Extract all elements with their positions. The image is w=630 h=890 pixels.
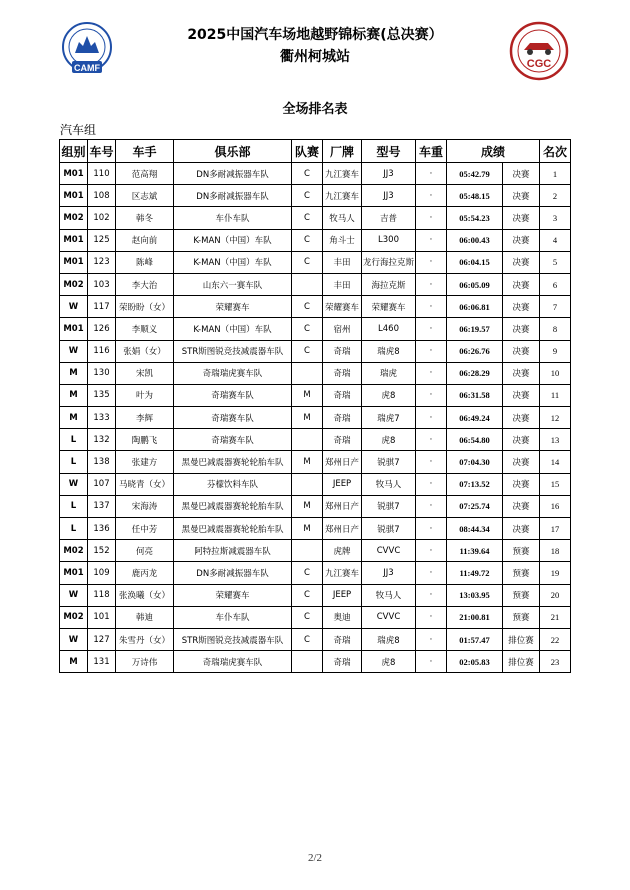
cell-weight: · — [416, 229, 447, 251]
cell-team: C — [292, 628, 323, 650]
cell-weight: · — [416, 606, 447, 628]
cell-weight: · — [416, 273, 447, 295]
cell-model: JJ3 — [362, 185, 416, 207]
cell-number: 130 — [88, 362, 116, 384]
cell-number: 118 — [88, 584, 116, 606]
cell-group: W — [60, 296, 88, 318]
cell-model: 虎8 — [362, 651, 416, 673]
cell-number: 117 — [88, 296, 116, 318]
svg-text:CAMF: CAMF — [74, 63, 100, 73]
cell-time: 06:54.80 — [447, 429, 503, 451]
table-row — [60, 362, 571, 384]
cell-club: 奇瑞赛车队 — [174, 407, 292, 429]
cell-weight: · — [416, 651, 447, 673]
cell-brand: 奇瑞 — [323, 340, 362, 362]
cell-driver: 鹿丙龙 — [116, 562, 174, 584]
cell-stage: 决赛 — [503, 273, 540, 295]
cell-brand: 荣耀赛车 — [323, 296, 362, 318]
event-venue: 衢州柯城站 — [280, 49, 350, 65]
cell-brand: JEEP — [323, 584, 362, 606]
col-club: 俱乐部 — [174, 140, 292, 163]
table-row — [60, 495, 571, 517]
cell-model: 吉普 — [362, 207, 416, 229]
cell-stage: 预赛 — [503, 540, 540, 562]
cell-stage: 排位赛 — [503, 628, 540, 650]
cell-group: M02 — [60, 273, 88, 295]
cell-brand: 奇瑞 — [323, 651, 362, 673]
cell-team: M — [292, 407, 323, 429]
table-row — [60, 163, 571, 185]
cell-brand: 奥迪 — [323, 606, 362, 628]
cell-driver: 陈峰 — [116, 251, 174, 273]
cell-model: 虎8 — [362, 384, 416, 406]
svg-text:CGC: CGC — [526, 58, 552, 70]
cell-number: 132 — [88, 429, 116, 451]
cell-team: C — [292, 251, 323, 273]
cell-rank: 3 — [540, 207, 571, 229]
cell-weight: · — [416, 518, 447, 540]
cell-model: 虎8 — [362, 429, 416, 451]
table-row — [60, 384, 571, 406]
cell-weight: · — [416, 451, 447, 473]
cell-rank: 4 — [540, 229, 571, 251]
cell-number: 101 — [88, 606, 116, 628]
col-team: 队赛 — [292, 140, 323, 163]
cell-number: 123 — [88, 251, 116, 273]
cell-rank: 12 — [540, 407, 571, 429]
cell-stage: 决赛 — [503, 407, 540, 429]
cell-stage: 决赛 — [503, 362, 540, 384]
cell-team: C — [292, 340, 323, 362]
cell-model: 牧马人 — [362, 584, 416, 606]
cell-club: 阿特拉斯减震器车队 — [174, 540, 292, 562]
cell-driver: 陶鹏飞 — [116, 429, 174, 451]
cell-group: L — [60, 518, 88, 540]
table-row — [60, 562, 571, 584]
cell-group: M01 — [60, 229, 88, 251]
cell-club: K-MAN（中国）车队 — [174, 251, 292, 273]
cell-driver: 任中芳 — [116, 518, 174, 540]
cell-team: C — [292, 229, 323, 251]
cell-weight: · — [416, 473, 447, 495]
cell-brand: 奇瑞 — [323, 384, 362, 406]
cell-rank: 17 — [540, 518, 571, 540]
cell-brand: 丰田 — [323, 251, 362, 273]
cell-brand: 郑州日产 — [323, 495, 362, 517]
cell-group: W — [60, 584, 88, 606]
table-row — [60, 207, 571, 229]
cell-time: 06:00.43 — [447, 229, 503, 251]
cell-team: C — [292, 318, 323, 340]
cell-stage: 决赛 — [503, 296, 540, 318]
cell-group: M — [60, 407, 88, 429]
cell-weight: · — [416, 340, 447, 362]
cell-time: 06:28.29 — [447, 362, 503, 384]
cell-driver: 区志斌 — [116, 185, 174, 207]
cell-team: C — [292, 207, 323, 229]
cell-number: 107 — [88, 473, 116, 495]
cell-model: L300 — [362, 229, 416, 251]
cell-brand: JEEP — [323, 473, 362, 495]
cell-model: 锐骐7 — [362, 495, 416, 517]
cell-rank: 5 — [540, 251, 571, 273]
cell-model: CVVC — [362, 606, 416, 628]
results-table — [59, 139, 571, 673]
cell-club: 黑曼巴减震器赛轮轮胎车队 — [174, 495, 292, 517]
cell-time: 07:13.52 — [447, 473, 503, 495]
cell-club: 黑曼巴减震器赛轮轮胎车队 — [174, 518, 292, 540]
cell-team — [292, 651, 323, 673]
cell-rank: 14 — [540, 451, 571, 473]
cell-time: 11:39.64 — [447, 540, 503, 562]
cell-rank: 16 — [540, 495, 571, 517]
cell-driver: 张建方 — [116, 451, 174, 473]
cell-club: 奇瑞赛车队 — [174, 384, 292, 406]
col-weight: 车重 — [416, 140, 447, 163]
cell-model: 瑞虎8 — [362, 340, 416, 362]
cell-brand: 丰田 — [323, 273, 362, 295]
cell-number: 103 — [88, 273, 116, 295]
cell-number: 133 — [88, 407, 116, 429]
cell-weight: · — [416, 296, 447, 318]
cell-time: 21:00.81 — [447, 606, 503, 628]
cell-rank: 1 — [540, 163, 571, 185]
cell-model: 牧马人 — [362, 473, 416, 495]
cell-club: STR斯图锐竞技减震器车队 — [174, 628, 292, 650]
cell-model: 瑞虎7 — [362, 407, 416, 429]
cell-time: 06:05.09 — [447, 273, 503, 295]
cell-stage: 决赛 — [503, 518, 540, 540]
cell-weight: · — [416, 540, 447, 562]
cell-group: L — [60, 429, 88, 451]
cell-driver: 韩冬 — [116, 207, 174, 229]
cell-team: C — [292, 296, 323, 318]
table-row — [60, 651, 571, 673]
cell-driver: 张娟（女） — [116, 340, 174, 362]
cell-club: DN多耐减振器车队 — [174, 562, 292, 584]
cell-club: 奇瑞瑞虎赛车队 — [174, 362, 292, 384]
table-row — [60, 606, 571, 628]
cell-rank: 10 — [540, 362, 571, 384]
cell-model: 瑞虎 — [362, 362, 416, 384]
cell-driver: 荣盼盼（女） — [116, 296, 174, 318]
col-result: 成绩 — [447, 140, 540, 163]
cell-team — [292, 362, 323, 384]
cell-weight: · — [416, 207, 447, 229]
table-row — [60, 318, 571, 340]
cell-brand: 郑州日产 — [323, 518, 362, 540]
col-driver: 车手 — [116, 140, 174, 163]
cell-stage: 决赛 — [503, 229, 540, 251]
col-group: 组别 — [60, 140, 88, 163]
cell-group: M — [60, 384, 88, 406]
cell-rank: 7 — [540, 296, 571, 318]
results-body — [60, 163, 571, 673]
cell-rank: 8 — [540, 318, 571, 340]
cell-team: M — [292, 518, 323, 540]
cell-brand: 宿州 — [323, 318, 362, 340]
cell-brand: 虎牌 — [323, 540, 362, 562]
cell-club: 黑曼巴减震器赛轮轮胎车队 — [174, 451, 292, 473]
table-row — [60, 451, 571, 473]
table-row — [60, 407, 571, 429]
cell-brand: 郑州日产 — [323, 451, 362, 473]
table-row — [60, 273, 571, 295]
cell-number: 136 — [88, 518, 116, 540]
cell-weight: · — [416, 362, 447, 384]
cell-rank: 18 — [540, 540, 571, 562]
cell-number: 126 — [88, 318, 116, 340]
cell-time: 06:26.76 — [447, 340, 503, 362]
table-row — [60, 229, 571, 251]
cell-number: 137 — [88, 495, 116, 517]
col-brand: 厂牌 — [323, 140, 362, 163]
table-row — [60, 429, 571, 451]
cell-driver: 范高翔 — [116, 163, 174, 185]
cell-group: M02 — [60, 540, 88, 562]
cell-rank: 15 — [540, 473, 571, 495]
cell-number: 116 — [88, 340, 116, 362]
cell-time: 06:31.58 — [447, 384, 503, 406]
cell-club: 山东六一赛车队 — [174, 273, 292, 295]
cell-model: 龙行海拉克斯 — [362, 251, 416, 273]
cell-number: 125 — [88, 229, 116, 251]
cell-time: 06:19.57 — [447, 318, 503, 340]
table-row — [60, 296, 571, 318]
cell-group: M01 — [60, 251, 88, 273]
cell-club: 芬檬饮料车队 — [174, 473, 292, 495]
cell-club: 车仆车队 — [174, 606, 292, 628]
cell-club: STR斯图锐竞技减震器车队 — [174, 340, 292, 362]
cell-driver: 李大治 — [116, 273, 174, 295]
cell-club: 荣耀赛车 — [174, 584, 292, 606]
cell-number: 102 — [88, 207, 116, 229]
cell-rank: 22 — [540, 628, 571, 650]
cell-time: 05:48.15 — [447, 185, 503, 207]
cell-team — [292, 473, 323, 495]
cell-number: 109 — [88, 562, 116, 584]
cell-time: 11:49.72 — [447, 562, 503, 584]
cell-weight: · — [416, 251, 447, 273]
cell-time: 05:54.23 — [447, 207, 503, 229]
cell-rank: 6 — [540, 273, 571, 295]
cell-weight: · — [416, 163, 447, 185]
cell-team: C — [292, 584, 323, 606]
cell-rank: 19 — [540, 562, 571, 584]
cell-time: 02:05.83 — [447, 651, 503, 673]
cell-group: M01 — [60, 185, 88, 207]
cell-rank: 2 — [540, 185, 571, 207]
cell-stage: 预赛 — [503, 562, 540, 584]
cell-group: W — [60, 628, 88, 650]
cell-weight: · — [416, 495, 447, 517]
cell-club: K-MAN（中国）车队 — [174, 318, 292, 340]
cell-club: 荣耀赛车 — [174, 296, 292, 318]
cell-model: 荣耀赛车 — [362, 296, 416, 318]
cell-number: 138 — [88, 451, 116, 473]
cell-rank: 11 — [540, 384, 571, 406]
cell-brand: 九江赛车 — [323, 185, 362, 207]
cell-model: 锐骐7 — [362, 451, 416, 473]
col-model: 型号 — [362, 140, 416, 163]
cell-time: 06:06.81 — [447, 296, 503, 318]
table-row — [60, 518, 571, 540]
header-row — [60, 140, 571, 163]
table-row — [60, 340, 571, 362]
cell-driver: 何亮 — [116, 540, 174, 562]
cell-model: 瑞虎8 — [362, 628, 416, 650]
cell-brand: 奇瑞 — [323, 407, 362, 429]
cell-club: 车仆车队 — [174, 207, 292, 229]
cell-weight: · — [416, 562, 447, 584]
cell-driver: 张涣曦（女） — [116, 584, 174, 606]
cell-stage: 决赛 — [503, 185, 540, 207]
table-row — [60, 628, 571, 650]
cell-brand: 九江赛车 — [323, 163, 362, 185]
cell-club: 奇瑞瑞虎赛车队 — [174, 651, 292, 673]
cell-group: L — [60, 495, 88, 517]
cell-brand: 牧马人 — [323, 207, 362, 229]
cell-brand: 奇瑞 — [323, 362, 362, 384]
cell-group: L — [60, 451, 88, 473]
cell-stage: 预赛 — [503, 606, 540, 628]
cell-group: M — [60, 362, 88, 384]
cell-stage: 预赛 — [503, 584, 540, 606]
cell-team — [292, 429, 323, 451]
cell-group: M01 — [60, 163, 88, 185]
cell-weight: · — [416, 407, 447, 429]
cell-weight: · — [416, 185, 447, 207]
table-row — [60, 473, 571, 495]
cell-stage: 决赛 — [503, 384, 540, 406]
table-row — [60, 251, 571, 273]
cell-model: CVVC — [362, 540, 416, 562]
cell-team: C — [292, 562, 323, 584]
cell-driver: 韩迪 — [116, 606, 174, 628]
cell-time: 06:04.15 — [447, 251, 503, 273]
cell-weight: · — [416, 384, 447, 406]
cell-number: 152 — [88, 540, 116, 562]
cell-number: 135 — [88, 384, 116, 406]
cell-time: 05:42.79 — [447, 163, 503, 185]
cell-stage: 决赛 — [503, 473, 540, 495]
group-label: 汽车组 — [60, 123, 97, 137]
cell-driver: 李顺义 — [116, 318, 174, 340]
cell-team: M — [292, 451, 323, 473]
cell-model: 锐骐7 — [362, 518, 416, 540]
cell-driver: 宋凯 — [116, 362, 174, 384]
cell-club: 奇瑞赛车队 — [174, 429, 292, 451]
cell-driver: 朱雪丹（女） — [116, 628, 174, 650]
cell-time: 13:03.95 — [447, 584, 503, 606]
cell-time: 07:04.30 — [447, 451, 503, 473]
cell-weight: · — [416, 429, 447, 451]
cell-weight: · — [416, 628, 447, 650]
cell-stage: 决赛 — [503, 251, 540, 273]
cell-weight: · — [416, 584, 447, 606]
cell-group: M01 — [60, 318, 88, 340]
table-row — [60, 584, 571, 606]
cell-group: W — [60, 473, 88, 495]
cell-stage: 决赛 — [503, 340, 540, 362]
page-number: 2/2 — [307, 852, 323, 864]
cell-stage: 决赛 — [503, 163, 540, 185]
cell-group: W — [60, 340, 88, 362]
cell-stage: 排位赛 — [503, 651, 540, 673]
col-rank: 名次 — [540, 140, 571, 163]
cell-team: C — [292, 163, 323, 185]
cell-rank: 9 — [540, 340, 571, 362]
cell-rank: 20 — [540, 584, 571, 606]
cell-brand: 角斗士 — [323, 229, 362, 251]
cell-brand: 奇瑞 — [323, 429, 362, 451]
cell-stage: 决赛 — [503, 451, 540, 473]
cell-team: M — [292, 384, 323, 406]
cell-driver: 宋海涛 — [116, 495, 174, 517]
cell-stage: 决赛 — [503, 429, 540, 451]
cell-club: K-MAN（中国）车队 — [174, 229, 292, 251]
cell-driver: 赵向前 — [116, 229, 174, 251]
cell-group: M02 — [60, 207, 88, 229]
cell-number: 131 — [88, 651, 116, 673]
cell-model: 海拉克斯 — [362, 273, 416, 295]
cell-driver: 李辉 — [116, 407, 174, 429]
cell-time: 07:25.74 — [447, 495, 503, 517]
cell-team: M — [292, 495, 323, 517]
cell-stage: 决赛 — [503, 318, 540, 340]
cell-weight: · — [416, 318, 447, 340]
cell-time: 01:57.47 — [447, 628, 503, 650]
cell-team: C — [292, 185, 323, 207]
cell-group: M02 — [60, 606, 88, 628]
cell-group: M — [60, 651, 88, 673]
cell-rank: 13 — [540, 429, 571, 451]
cell-brand: 九江赛车 — [323, 562, 362, 584]
cell-rank: 21 — [540, 606, 571, 628]
cell-brand: 奇瑞 — [323, 628, 362, 650]
event-title: 2025中国汽车场地越野锦标赛(总决赛） — [187, 27, 443, 43]
cell-stage: 决赛 — [503, 495, 540, 517]
cell-team — [292, 540, 323, 562]
cell-club: DN多耐减振器车队 — [174, 163, 292, 185]
cell-number: 110 — [88, 163, 116, 185]
cell-model: JJ3 — [362, 562, 416, 584]
cell-time: 08:44.34 — [447, 518, 503, 540]
cell-club: DN多耐减振器车队 — [174, 185, 292, 207]
cell-time: 06:49.24 — [447, 407, 503, 429]
cell-driver: 万诗伟 — [116, 651, 174, 673]
cell-driver: 叶为 — [116, 384, 174, 406]
table-row — [60, 540, 571, 562]
cell-team — [292, 273, 323, 295]
cell-number: 108 — [88, 185, 116, 207]
table-row — [60, 185, 571, 207]
table-title: 全场排名表 — [282, 102, 348, 117]
cell-number: 127 — [88, 628, 116, 650]
cell-driver: 马晓青（女） — [116, 473, 174, 495]
col-number: 车号 — [88, 140, 116, 163]
cell-stage: 决赛 — [503, 207, 540, 229]
cell-group: M01 — [60, 562, 88, 584]
cell-rank: 23 — [540, 651, 571, 673]
cell-model: JJ3 — [362, 163, 416, 185]
cell-team: C — [292, 606, 323, 628]
cell-model: L460 — [362, 318, 416, 340]
